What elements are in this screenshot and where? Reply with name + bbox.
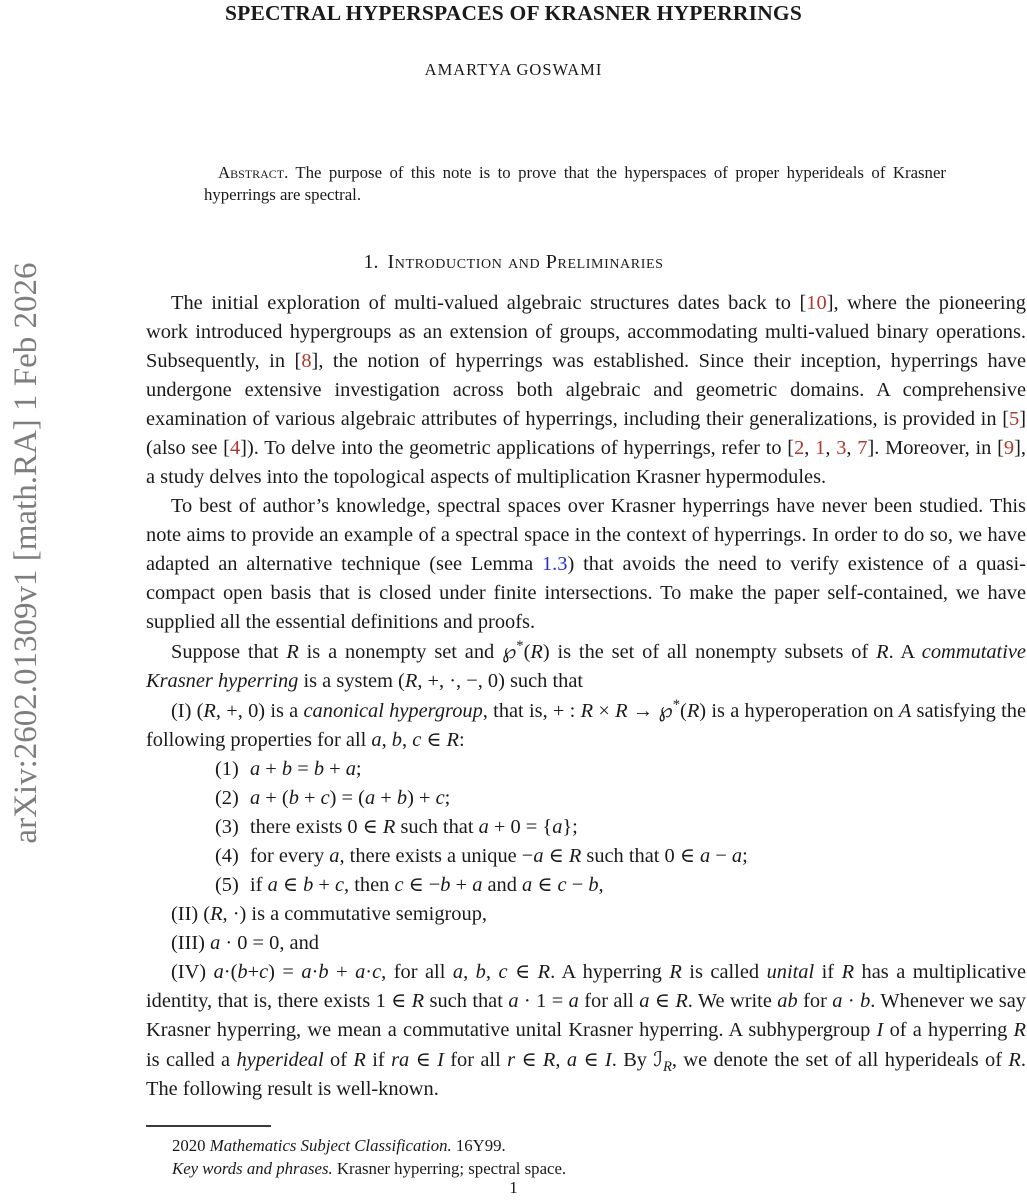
text-span: c (498, 961, 508, 983)
citation-link[interactable]: 7 (857, 437, 868, 459)
text-span: canonical hypergroup (303, 700, 483, 722)
paper-title: SPECTRAL HYPERSPACES OF KRASNER HYPERRINGS (224, 1, 803, 25)
text-span: b (396, 787, 408, 809)
text-span: ) that avoids the need to verify existence of a quasi-compact open basis that is closed under finite intersections. To make the paper self-contained, we have supplied all the essential definitions and proofs. (146, 553, 1026, 633)
text-span: ], where the pioneering work introduced hypergroups as an extension of groups, accommodating multi-valued binary operations. Subsequently, in [ (146, 292, 1026, 372)
text-span: R (568, 845, 582, 867)
text-span: R (542, 1049, 556, 1071)
paragraph-definition (146, 637, 1026, 696)
text-span: , we denote the set of all hyperideals of (671, 1049, 1009, 1071)
text-span: ∈ (507, 961, 538, 983)
text-span: − (710, 845, 732, 867)
text-span: b (440, 874, 451, 896)
text-span: c (334, 874, 345, 896)
text-span: a (250, 787, 261, 809)
ref-link[interactable]: 1.3 (541, 553, 568, 575)
text-span: is a nonempty set and (298, 641, 503, 663)
text-span: a (566, 1049, 578, 1071)
text-span: , (825, 437, 837, 459)
text-span: hyperideal (236, 1049, 324, 1071)
text-span: ) = (268, 961, 302, 983)
text-span: R (210, 903, 223, 925)
page-number: 1 (509, 1178, 518, 1197)
text-span: ∈ (532, 874, 558, 896)
text-span: , +, 0) is a (215, 700, 304, 722)
text-span: a (213, 961, 224, 983)
section-number: 1. (363, 251, 379, 273)
text-span: there exists 0 ∈ (250, 816, 383, 838)
text-span: a (478, 816, 489, 838)
paragraph-axiom-IV (146, 958, 1026, 1104)
text-span: . We write (687, 990, 778, 1012)
text-span: such that 0 ∈ (581, 845, 701, 867)
text-span: a (639, 990, 650, 1012)
text-span: , for all (381, 961, 453, 983)
list-item (146, 871, 1026, 900)
text-span: , (846, 437, 858, 459)
text-span: ∈ (277, 874, 304, 896)
text-span: of a hyperring (883, 1019, 1014, 1041)
citation-link[interactable]: 4 (229, 437, 241, 459)
text-span: Krasner hyperring; spectral space. (332, 1159, 567, 1178)
list-item-text (250, 816, 578, 838)
text-span: b (303, 874, 314, 896)
text-span: + (375, 787, 397, 809)
citation-link[interactable]: 8 (301, 350, 312, 372)
list-item-label: (4) (215, 845, 239, 867)
text-span: a (329, 845, 340, 867)
text-span: · 1 = (518, 990, 569, 1012)
list-item-label: (5) (215, 874, 239, 896)
text-span: b (281, 758, 293, 780)
text-span: satisfying the following properties for all (146, 700, 1027, 751)
text-span: c (557, 874, 567, 896)
text-span: A (898, 700, 912, 722)
text-span: such that (395, 816, 479, 838)
text-span: R (669, 961, 682, 983)
text-span: ∈ (421, 729, 447, 751)
text-span: . By (611, 1049, 654, 1071)
text-span: c (394, 874, 404, 896)
text-span: . Whenever we say Krasner hyperring, we mean a commutative unital Krasner hyperring. A subhypergroup (146, 990, 1026, 1041)
text-span: . A hyperring (550, 961, 670, 983)
text-span: , there exists a unique − (339, 845, 534, 867)
text-span: is called (681, 961, 767, 983)
text-span: R (841, 961, 855, 983)
text-span: · 0 = 0, and (220, 932, 319, 954)
abstract-label: Abstract. (218, 163, 289, 182)
text-span: a (210, 932, 221, 954)
text-span: ∈ (577, 1049, 605, 1071)
text-span: b (475, 961, 486, 983)
text-span: for (797, 990, 833, 1012)
text-span: . The following result is well-known. (146, 1049, 1026, 1100)
text-span: + (247, 961, 260, 983)
text-span: , (555, 1049, 567, 1071)
paper-body (146, 289, 1026, 1104)
citation-link[interactable]: 3 (836, 437, 847, 459)
text-span: I (437, 1049, 444, 1071)
list-item-label: (2) (215, 787, 239, 809)
text-span: ]. Moreover, in [ (867, 437, 1004, 459)
text-span: b (860, 990, 871, 1012)
footnote-rule (146, 1125, 271, 1127)
text-span: ∈ − (403, 874, 441, 896)
text-span: , that is, + : (482, 700, 581, 722)
text-span: + (328, 961, 356, 983)
text-span: R (446, 729, 460, 751)
text-span: a (700, 845, 711, 867)
text-span: 2020 (172, 1136, 210, 1155)
text-span: a (250, 758, 261, 780)
text-span: (III) (171, 932, 211, 954)
text-span: ; (742, 845, 748, 867)
citation-link[interactable]: 5 (1009, 408, 1020, 430)
text-span: The initial exploration of multi-valued algebraic structures dates back to [ (171, 292, 807, 314)
text-span: R (1008, 1049, 1021, 1071)
text-span: ]). To delve into the geometric applications of hyperrings, refer to [ (240, 437, 795, 459)
text-span: + (450, 874, 473, 896)
text-span: = (292, 758, 314, 780)
text-span: ], a study delves into the topological aspects of multiplication Krasner hypermodules. (146, 437, 1026, 488)
text-span: a (552, 816, 563, 838)
text-span: R (662, 1059, 672, 1076)
text-span: ) is a hyperoperation on (699, 700, 899, 722)
text-span: − (566, 874, 589, 896)
text-span: + ( (260, 787, 289, 809)
text-span: ; (355, 758, 362, 780)
text-span: ∈ (409, 1049, 438, 1071)
text-span: ∈ (515, 1049, 543, 1071)
text-span: r (507, 1049, 516, 1071)
text-span: ], the notion of hyperrings was established. Since their inception, hyperrings have undergone extensive investigation across both algebraic and geometric domains. A comprehensive examination of various algebraic attributes of hyperrings, including their generalizations, is provided in [ (146, 350, 1026, 430)
text-span: ∈ (649, 990, 676, 1012)
text-span: R (675, 990, 688, 1012)
text-span: ·( (223, 961, 238, 983)
text-span: a (472, 874, 483, 896)
text-span: * (516, 638, 524, 655)
text-span: unital (766, 961, 815, 983)
text-span: c (259, 961, 269, 983)
text-span: ) = ( (329, 787, 365, 809)
text-span: · (311, 961, 319, 983)
text-span: R (353, 1049, 366, 1071)
text-span: b (288, 787, 299, 809)
text-span: ) + (407, 787, 436, 809)
footnote-keywords-line (146, 1157, 1026, 1180)
text-span: is a system ( (298, 670, 405, 692)
text-span: ab (777, 990, 798, 1012)
text-span: a (533, 845, 544, 867)
text-span: + (313, 874, 335, 896)
text-span: of (323, 1049, 354, 1071)
text-span: for every (250, 845, 330, 867)
text-span: a (508, 990, 519, 1012)
text-span: , (381, 729, 392, 751)
text-span: a (522, 874, 533, 896)
text-span: a (267, 874, 278, 896)
text-span: }; (562, 816, 578, 838)
paragraph-axiom-II (146, 900, 1026, 929)
text-span: · (842, 990, 861, 1012)
text-span: R (1013, 1019, 1026, 1041)
text-span: , (463, 961, 476, 983)
list-item-label: (1) (215, 758, 239, 780)
text-span: . A (888, 641, 922, 663)
list-item (146, 755, 1026, 784)
list-item-text (250, 787, 450, 809)
text-span: + 0 = { (488, 816, 553, 838)
text-span: I (604, 1049, 612, 1071)
text-span: , (401, 729, 413, 751)
text-span: c (412, 729, 422, 751)
text-span: + (324, 758, 346, 780)
section-heading (0, 251, 1027, 274)
text-span: , (598, 874, 604, 896)
text-span: and (482, 874, 523, 896)
text-span: + (298, 787, 321, 809)
text-span: 16Y99. (451, 1136, 506, 1155)
text-span: (I) ( (171, 700, 204, 722)
text-span: c (372, 961, 382, 983)
text-span: ra (391, 1049, 410, 1071)
text-span: b (313, 758, 325, 780)
text-span: ) is the set of all nonempty subsets of (542, 641, 877, 663)
section-title: Introduction and Preliminaries (387, 251, 664, 273)
text-span: a (452, 961, 464, 983)
text-span: a (568, 990, 579, 1012)
text-span: ℘ (658, 698, 673, 722)
text-span: R (537, 961, 551, 983)
text-span: commutative Krasner hyperring (146, 641, 1026, 692)
text-span: R (876, 641, 889, 663)
text-span: R (686, 700, 700, 722)
text-span: a (731, 845, 743, 867)
text-span: has a multiplicative identity, that is, there exists 1 ∈ (146, 961, 1026, 1012)
text-span: : (459, 729, 465, 751)
list-item-text (250, 845, 748, 867)
text-span: b (588, 874, 599, 896)
text-span: ℐ (653, 1047, 663, 1071)
text-span: a (301, 961, 312, 983)
list-item (146, 842, 1026, 871)
text-span: b (391, 729, 402, 751)
text-span: b (318, 961, 329, 983)
text-span: R (580, 700, 594, 722)
text-span: ∈ (543, 845, 569, 867)
text-span: is called a (146, 1049, 237, 1071)
text-span: , then (344, 874, 395, 896)
list-item (146, 784, 1026, 813)
text-span: R (203, 700, 216, 722)
text-span: ( (680, 700, 687, 722)
text-span: such that (424, 990, 509, 1012)
text-span: a (355, 961, 366, 983)
paragraph-axiom-III (146, 929, 1026, 958)
text-span: R (286, 641, 299, 663)
paragraph-intro-2 (146, 492, 1026, 637)
text-span: I (876, 1019, 884, 1041)
abstract-text: The purpose of this note is to prove that the hyperspaces of proper hyperideals of Krasner hyperrings are spectral. (204, 163, 946, 204)
footnote-msc-line (146, 1134, 1026, 1157)
paragraph-intro-1 (146, 289, 1026, 492)
text-span: , (804, 437, 816, 459)
text-span: a (364, 787, 376, 809)
citation-link[interactable]: 1 (815, 437, 826, 459)
list-item (146, 813, 1026, 842)
text-span: · (365, 961, 373, 983)
text-span: if (250, 874, 268, 896)
text-span: , +, ·, −, 0) such that (417, 670, 584, 692)
text-span: R (615, 700, 628, 722)
text-span: (II) ( (171, 903, 211, 925)
text-span: b (237, 961, 248, 983)
citation-link[interactable]: 10 (806, 292, 827, 314)
abstract (204, 162, 946, 205)
arxiv-watermark: arXiv:2602.01309v1 [math.RA] 1 Feb 2026 (8, 262, 44, 844)
text-span: , (485, 961, 499, 983)
text-span: * (672, 697, 681, 714)
list-item-text (250, 758, 362, 780)
text-span: if (365, 1049, 392, 1071)
text-span: for all (578, 990, 640, 1012)
text-span: Mathematics Subject Classification. (209, 1136, 452, 1155)
text-span: → (627, 700, 659, 722)
text-span: for all (443, 1049, 508, 1071)
citation-link[interactable]: 9 (1003, 437, 1015, 459)
text-span: (IV) (171, 961, 214, 983)
paragraph-axiom-I (146, 696, 1026, 755)
text-span: ( (523, 641, 531, 663)
text-span: a (345, 758, 356, 780)
text-span: c (320, 787, 330, 809)
text-span: R (530, 641, 543, 663)
footnote (146, 1125, 1026, 1180)
text-span: To best of author’s knowledge, spectral spaces over Krasner hyperrings have never been studied. This note aims to provide an example of a spectral space in the context of hyperrings. In order to do so, we have adapted an alternative technique (see Lemma (146, 495, 1026, 575)
text-span: + (260, 758, 282, 780)
list-item-text (250, 874, 604, 896)
text-span: , ·) is a commutative semigroup, (222, 903, 487, 925)
text-span: a (832, 990, 843, 1012)
text-span: Suppose that (171, 641, 287, 663)
text-span: ] (also see [ (146, 408, 1026, 459)
text-span: R (411, 990, 425, 1012)
text-span: R (382, 816, 396, 838)
author-name: AMARTYA GOSWAMI (424, 60, 603, 79)
text-span: ; (444, 787, 451, 809)
text-span: if (814, 961, 842, 983)
text-span: ℘ (502, 639, 517, 663)
text-span: Key words and phrases. (172, 1159, 333, 1178)
text-span: a (371, 729, 382, 751)
text-span: × (593, 700, 616, 722)
text-span: R (404, 670, 418, 692)
citation-link[interactable]: 2 (794, 437, 805, 459)
text-span: c (435, 787, 445, 809)
list-item-label: (3) (215, 816, 239, 838)
